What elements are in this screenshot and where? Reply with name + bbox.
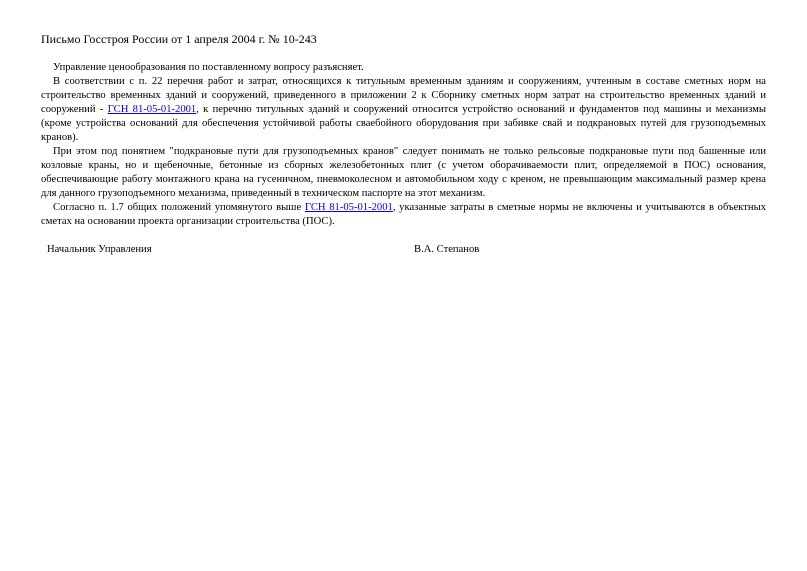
- paragraph-text: При этом под понятием "подкрановые пути для грузоподъемных кранов" следует понимать не только рельсовые подкрановые пути под башенные или козловые краны, но и щебеночные, бетонные из сборных железобетонных плит (с учетом оборачиваемости плит, определяемой в ПОС) основания, обеспечивающие работу монтажного крана на гусеничном, пневмоколесном и автомобильном ходу с креном, не превышающим максимальный размер крена для данного грузоподъемного механизма, приведенный в техническом паспорте на этот механизм.: [41, 146, 766, 199]
- paragraph-crane-tracks: [41, 145, 766, 201]
- paragraph-text: , к перечню титульных зданий и сооружений относится устройство оснований и фундаментов под машины и механизмы (кроме устройства оснований для обеспечения устойчивой работы сваебойного оборудования при забивке свай и подкрановых путей для грузоподъемных кранов).: [41, 104, 767, 143]
- signature-block: [41, 243, 766, 259]
- paragraph-conclusion: [41, 201, 766, 229]
- paragraph-text: Согласно п. 1.7 общих положений упомянутого выше: [53, 202, 305, 213]
- paragraph-intro: [41, 61, 766, 75]
- paragraph-text: , указанные затраты в сметные нормы не включены и учитываются в объектных сметах на основании проекта организации строительства (ПОС).: [41, 202, 766, 227]
- paragraph-text: В соответствии с п. 22 перечня работ и затрат, относящихся к титульным временным зданиям и сооружениям, учтенным в составе сметных норм на строительство временных зданий и сооружений, приведенного в приложении 2 к Сборнику сметных норм затрат на строительство временных зданий и сооружений -: [41, 76, 766, 115]
- gsn-reference-link[interactable]: ГСН 81-05-01-2001: [304, 202, 393, 213]
- paragraph-text: Управление ценообразования по поставленному вопросу разъясняет.: [53, 62, 364, 73]
- document-title: Письмо Госстроя России от 1 апреля 2004 г. № 10-243: [41, 32, 317, 46]
- signature-position: Начальник Управления: [47, 244, 152, 255]
- document: [41, 32, 766, 259]
- gsn-reference-link[interactable]: ГСН 81-05-01-2001: [107, 104, 197, 115]
- paragraph-item-22: [41, 75, 766, 145]
- signature-name: В.А. Степанов: [414, 244, 480, 255]
